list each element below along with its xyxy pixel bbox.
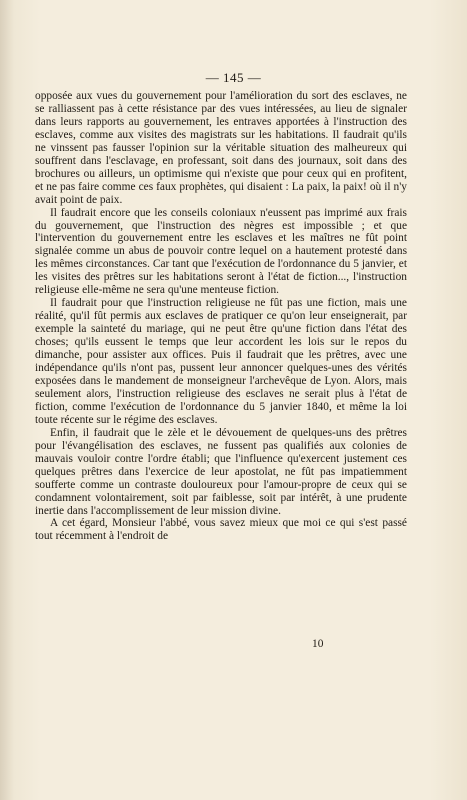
paragraph-1: opposée aux vues du gouvernement pour l'amélioration du sort des esclaves, ne se ralliassent pas à cette résistance par des vues intéressées, au lieu de signaler dans leurs rapports au gouvernement, les entraves apportées à l'instruction des esclaves, comme aux visites des magistrats sur les habitations. Il faudrait qu'ils ne vinssent pas fausser l'opinion sur la véritable situation des malheureux qui souffrent dans l'esclavage, en professant, soit dans des journaux, soit dans des brochures ou ailleurs, un optimisme qui n'existe que pour ceux qui en profitent, et ne pas faire comme ces faux prophètes, qui disaient : La paix, la paix! où il n'y avait point de paix. <box>35 90 407 206</box>
body-text <box>35 90 407 543</box>
paragraph-2: Il faudrait encore que les conseils coloniaux n'eussent pas imprimé aux frais du gouvernement, que l'instruction des nègres est impossible ; et que l'intervention du gouvernement entre les esclaves et les maîtres ne fût point signalée comme un abus de pouvoir contre lequel on a hautement protesté dans les mêmes circonstances. Car tant que l'exécution de l'ordonnance du 5 janvier, et les visites des prêtres sur les habitations seront à l'état de fiction..., l'instruction religieuse elle-même ne sera qu'une menteuse fiction. <box>35 206 407 297</box>
paragraph-4: Enfin, il faudrait que le zèle et le dévouement de quelques-uns des prêtres pour l'évangélisation des esclaves, ne fussent pas qualifiés aux colonies de mauvais vouloir contre l'ordre établi; que l'influence qu'exercent justement ces quelques prêtres dans l'exercice de leur apostolat, ne fût pas impatiemment soufferte comme un contraste douloureux pour l'amour-propre de ceux qui se condamnent volontairement, soit par faiblesse, soit par intérêt, à une prudente inertie dans l'accomplissement de leur mission divine. <box>35 426 407 517</box>
page-number: — 145 — <box>205 70 262 85</box>
paragraph-3: Il faudrait pour que l'instruction religieuse ne fût pas une fiction, mais une réalité, qu'il fût permis aux esclaves de pratiquer ce qu'on leur enseignerait, par exemple la sainteté du mariage, qui ne peut être qu'une fiction dans l'état des choses; qu'ils eussent le temps que leur accordent les lois sur le repos du dimanche, pour assister aux offices. Puis il faudrait que les prêtres, avec une indépendance qu'ils n'ont pas, pussent leur annoncer quelques-unes des vérités exposées dans le mandement de monseigneur l'archevêque de Lyon. Alors, mais seulement alors, l'instruction religieuse des esclaves ne serait plus à l'état de fiction, comme l'exécution de l'ordonnance du 5 janvier 1840, et même la loi toute récente sur le régime des esclaves. <box>35 297 407 426</box>
paragraph-5: A cet égard, Monsieur l'abbé, vous savez mieux que moi ce qui s'est passé tout récemment à l'endroit de <box>35 517 407 543</box>
signature-mark: 10 <box>312 638 324 650</box>
